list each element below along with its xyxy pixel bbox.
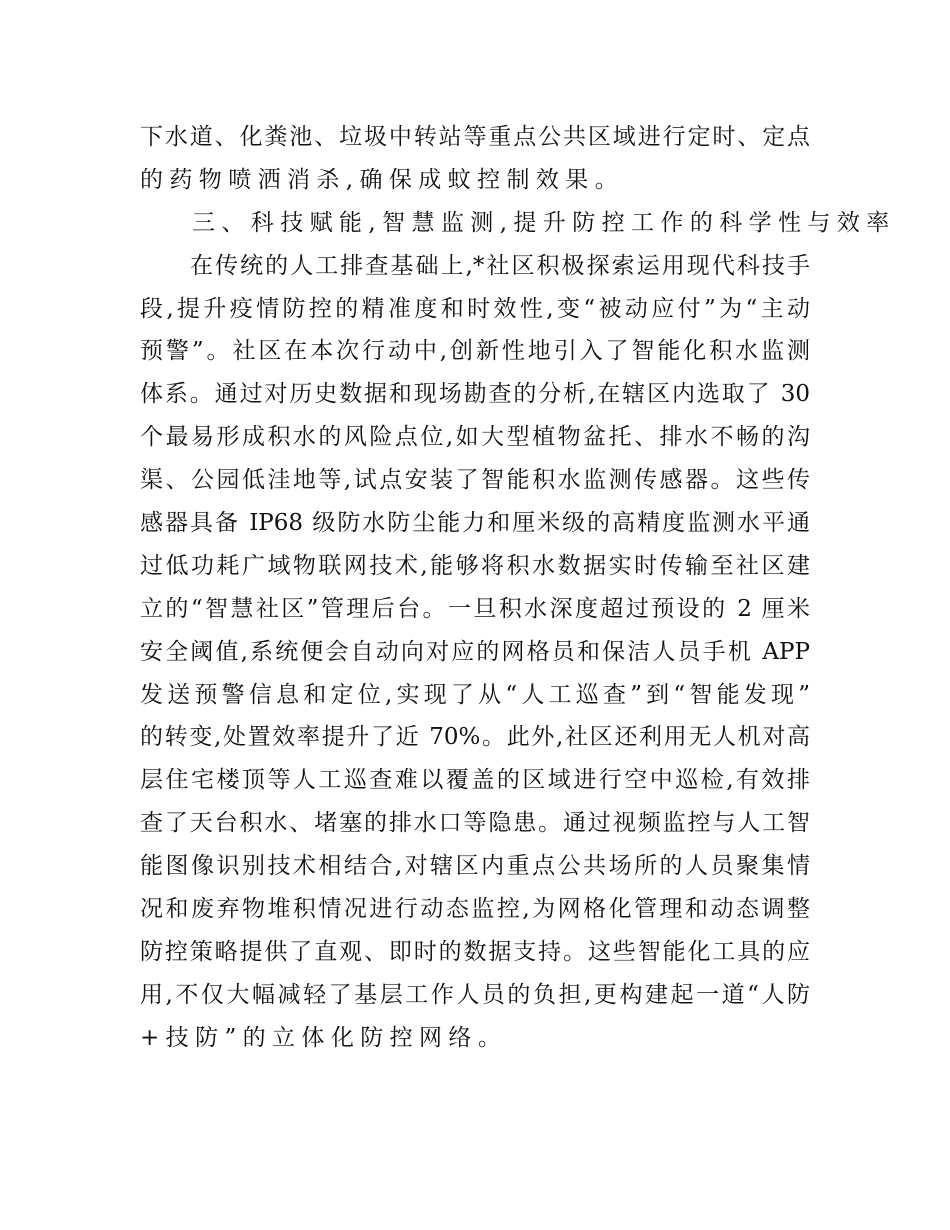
body-paragraph	[140, 245, 810, 1060]
text-line: 用,不仅大幅减轻了基层工作人员的负担,更构建起一道“人防	[140, 981, 810, 1008]
text-line: 层住宅楼顶等人工巡查难以覆盖的区域进行空中巡检,有效排	[140, 767, 810, 794]
text-line: 况和废弃物堆积情况进行动态监控,为网格化管理和动态调整	[140, 896, 810, 923]
text-line: 下水道、化粪池、垃圾中转站等重点公共区域进行定时、定点	[140, 124, 810, 150]
text-line: 感器具备 IP68 级防水防尘能力和厘米级的高精度监测水平通	[140, 510, 810, 537]
text-line: 渠、公园低洼地等,试点安装了智能积水监测传感器。这些传	[140, 467, 810, 494]
document-page	[140, 116, 896, 1060]
text-line: 查了天台积水、堵塞的排水口等隐患。通过视频监控与人工智	[140, 810, 810, 837]
text-line: 过低功耗广域物联网技术,能够将积水数据实时传输至社区建	[140, 552, 810, 579]
text-line: 段,提升疫情防控的精准度和时效性,变“被动应付”为“主动	[140, 295, 810, 322]
text-line: 体系。通过对历史数据和现场勘查的分析,在辖区内选取了 30	[140, 381, 810, 408]
text-line: 预警”。社区在本次行动中,创新性地引入了智能化积水监测	[140, 338, 810, 365]
text-line: 防控策略提供了直观、即时的数据支持。这些智能化工具的应	[140, 938, 810, 965]
text-line: 的药物喷洒消杀,确保成蚊控制效果。	[140, 166, 625, 193]
text-line: 安全阈值,系统便会自动向对应的网格员和保洁人员手机 APP	[140, 638, 810, 665]
text-line: 在传统的人工排查基础上,*社区积极探索运用现代科技手	[190, 252, 810, 279]
continuation-paragraph	[140, 116, 810, 202]
text-line: 发送预警信息和定位,实现了从“人工巡查”到“智能发现”	[140, 681, 810, 708]
text-line: 个最易形成积水的风险点位,如大型植物盆托、排水不畅的沟	[140, 424, 810, 451]
text-line: 立的“智慧社区”管理后台。一旦积水深度超过预设的 2 厘米	[140, 595, 810, 622]
text-line: 的转变,处置效率提升了近 70%。此外,社区还利用无人机对高	[140, 724, 810, 751]
text-line: +技防”的立体化防控网络。	[140, 1024, 508, 1051]
section-heading: 三、科技赋能,智慧监测,提升防控工作的科学性与效率	[192, 209, 896, 236]
text-line: 能图像识别技术相结合,对辖区内重点公共场所的人员聚集情	[140, 853, 810, 880]
